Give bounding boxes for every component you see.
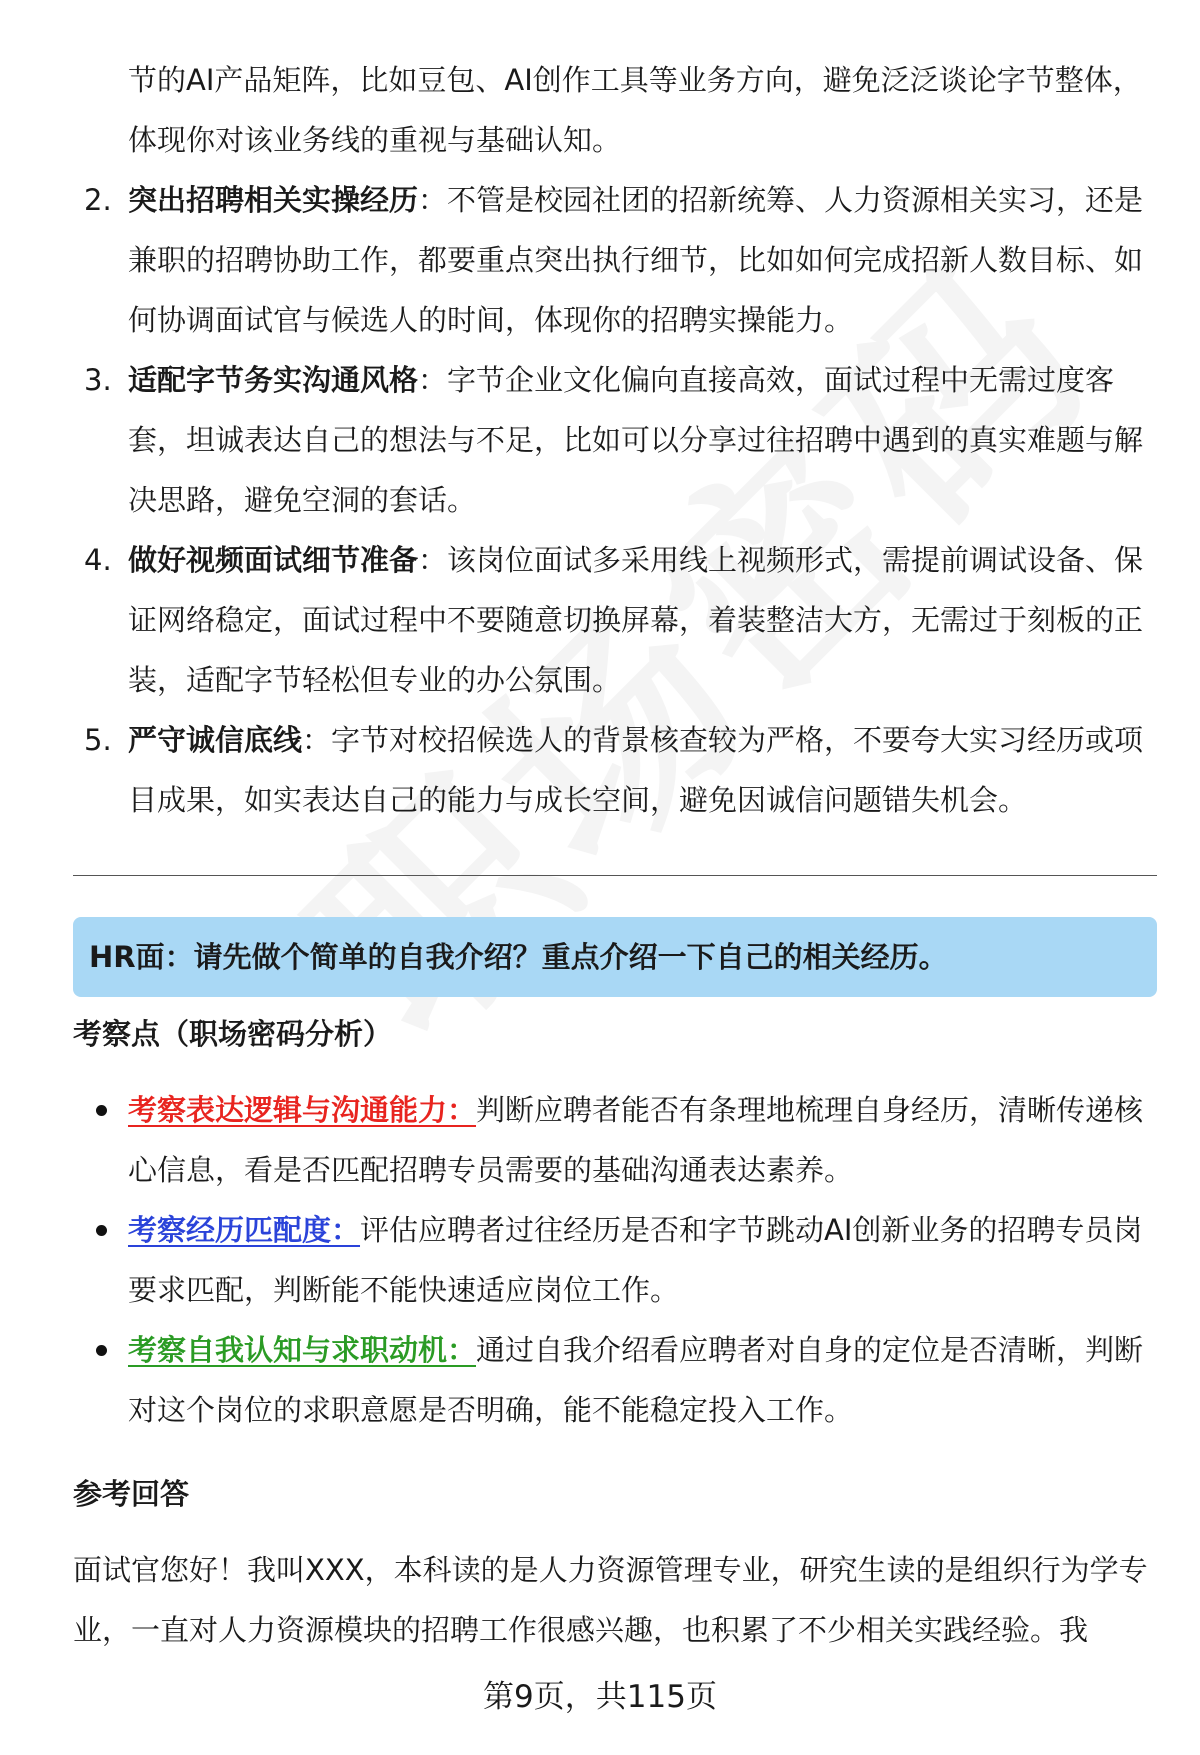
- tip-item: [0, 530, 1148, 710]
- point-text: 评估应聘者过往经历是否和字节跳动AI创新业务的招聘专员岗要求匹配，判断能不能快速适应岗位工作。: [128, 1213, 1143, 1307]
- tip-title: 严守诚信底线: [128, 723, 303, 757]
- point-label: 考察表达逻辑与沟通能力：: [128, 1093, 477, 1127]
- answer-text: 面试官您好！我叫XXX，本科读的是人力资源管理专业，研究生读的是组织行为学专业，一直对人力资源模块的招聘工作很感兴趣，也积累了不少相关实践经验。我: [73, 1553, 1148, 1647]
- point-label: 考察经历匹配度：: [128, 1213, 361, 1247]
- tip-number: 4.: [84, 543, 112, 577]
- tip-number: 3.: [84, 363, 112, 397]
- section-divider: [73, 875, 1157, 876]
- tip-text: ：字节企业文化偏向直接高效，面试过程中无需过度客套，坦诚表达自己的想法与不足，比如可以分享过往招聘中遇到的真实难题与解决思路，避免空洞的套话。: [128, 363, 1144, 517]
- points-heading: 考察点（职场密码分析）: [73, 1017, 393, 1051]
- question-text: HR面：请先做个简单的自我介绍？重点介绍一下自己的相关经历。: [89, 940, 948, 974]
- tip-number: 5.: [84, 723, 112, 757]
- bullet-icon: [96, 1345, 107, 1356]
- tip-text: ：字节对校招候选人的背景核查较为严格，不要夸大实习经历或项目成果，如实表达自己的能力与成长空间，避免因诚信问题错失机会。: [128, 723, 1144, 817]
- point-item: [0, 1080, 1148, 1200]
- point-item: [0, 1320, 1148, 1440]
- tip-1-continuation: 节的AI产品矩阵，比如豆包、AI创作工具等业务方向，避免泛泛谈论字节整体，体现你对该业务线的重视与基础认知。: [128, 63, 1142, 157]
- points-list: [0, 1080, 1148, 1440]
- tip-title: 突出招聘相关实操经历: [128, 183, 419, 217]
- tip-title: 做好视频面试细节准备: [128, 543, 419, 577]
- tip-item: [0, 170, 1148, 350]
- tip-item: [0, 350, 1148, 530]
- tip-text: ：该岗位面试多采用线上视频形式，需提前调试设备、保证网络稳定，面试过程中不要随意切换屏幕，着装整洁大方，无需过于刻板的正装，适配字节轻松但专业的办公氛围。: [128, 543, 1144, 697]
- point-text: 判断应聘者能否有条理地梳理自身经历，清晰传递核心信息，看是否匹配招聘专员需要的基础沟通表达素养。: [128, 1093, 1144, 1187]
- tip-title: 适配字节务实沟通风格: [128, 363, 419, 397]
- bullet-icon: [96, 1225, 107, 1236]
- question-box: [73, 917, 1157, 997]
- tip-text: ：不管是校园社团的招新统筹、人力资源相关实习，还是兼职的招聘协助工作，都要重点突出执行细节，比如如何完成招新人数目标、如何协调面试官与候选人的时间，体现你的招聘实操能力。: [128, 183, 1144, 337]
- bullet-icon: [96, 1105, 107, 1116]
- point-label: 考察自我认知与求职动机：: [128, 1333, 477, 1367]
- point-text: 通过自我介绍看应聘者对自身的定位是否清晰，判断对这个岗位的求职意愿是否明确，能不能稳定投入工作。: [128, 1333, 1144, 1427]
- tip-item: [0, 710, 1148, 830]
- page-footer: 第9页，共115页: [483, 1679, 717, 1715]
- tip-number: 2.: [84, 183, 112, 217]
- answer-heading: 参考回答: [73, 1477, 190, 1511]
- point-item: [0, 1200, 1148, 1320]
- tips-list: [0, 170, 1150, 830]
